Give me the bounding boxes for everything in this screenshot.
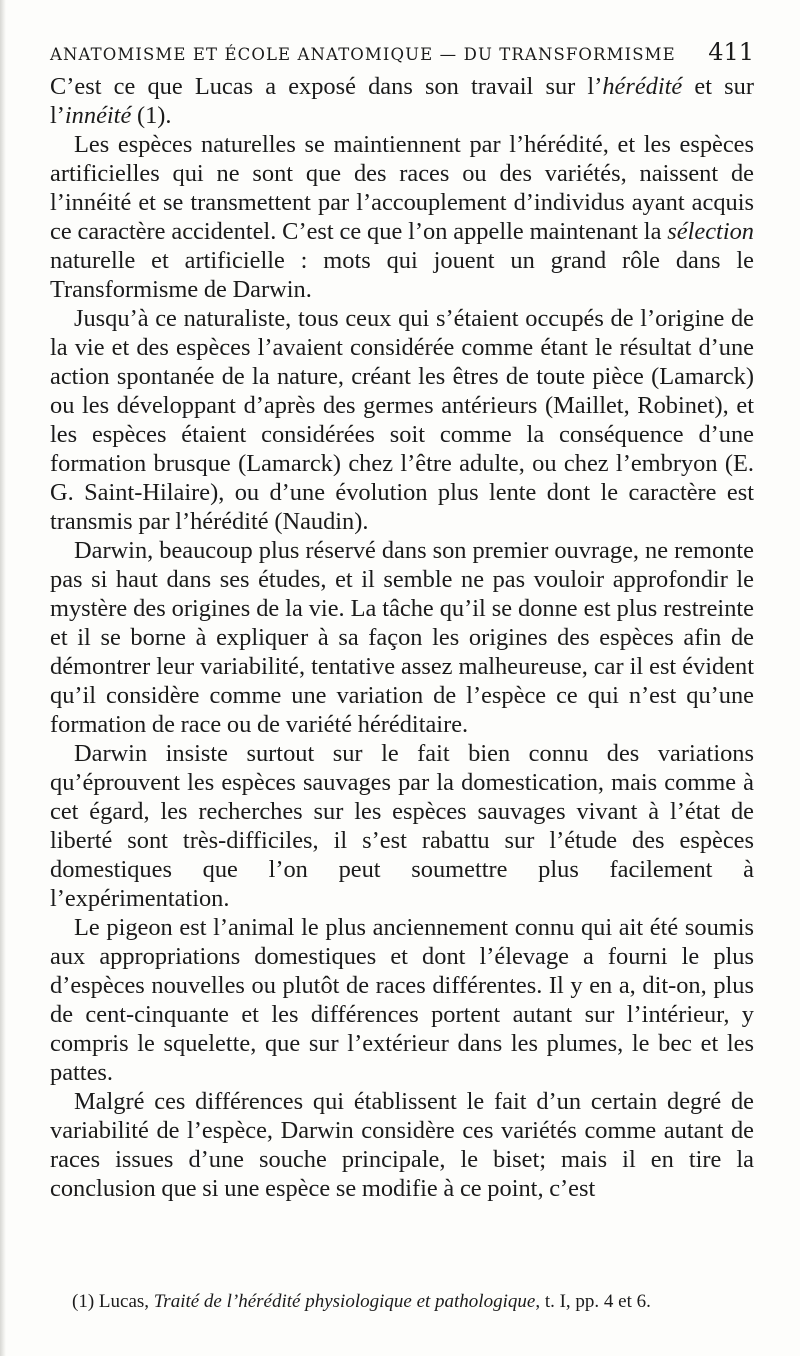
paragraph-6 [50, 913, 754, 1087]
text-span: Malgré ces différences qui établissent le fait d’un certain degré de variabilité de l’espèce, Darwin considère ces variétés comme autant de races issues d’une souche principale, le biset; mais il en tire la conclusion que si une espèce se modifie à ce point, c’est [50, 1088, 754, 1202]
text-span: Jusqu’à ce naturaliste, tous ceux qui s’étaient occupés de l’origine de la vie et des espèces l’avaient considérée comme étant le résultat d’une action spontanée de la nature, créant les êtres de toute pièce (Lamarck) ou les développant d’après des germes antérieurs (Maillet, Robinet), et les espèces étaient considérées soit comme la conséquence d’une formation brusque (Lamarck) chez l’être adulte, ou chez l’embryon (E. G. Saint-Hilaire), ou d’une évolution plus lente dont le caractère est transmis par l’hérédité (Naudin). [50, 305, 754, 535]
paragraph-4 [50, 536, 754, 739]
paragraph-7 [50, 1087, 754, 1203]
text-span: Le pigeon est l’animal le plus anciennement connu qui ait été soumis aux appropriations domestiques et dont l’élevage a fourni le plus d’espèces nouvelles ou plutôt de races différentes. Il y en a, dit-on, plus de cent-cinquante et les différences portent autant sur l’intérieur, y compris le squelette, que sur l’extérieur dans les plumes, le bec et les pattes. [50, 914, 754, 1086]
footnote-book-title: Traité de l’hérédité physiologique et pathologique [153, 1291, 536, 1312]
footnote-citation: , t. I, pp. 4 et 6. [535, 1291, 651, 1312]
italic-term-heredite: hérédité [602, 73, 683, 100]
paragraph-2 [50, 130, 754, 304]
paragraph-5 [50, 739, 754, 913]
body-text [50, 72, 754, 1203]
text-span: naturelle et artificielle : mots qui jouent un grand rôle dans le Transformisme de Darwin. [50, 247, 754, 303]
italic-term-selection: sélection [667, 218, 754, 245]
paragraph-3 [50, 304, 754, 536]
text-span: et sur l’ [50, 73, 754, 129]
footnote-marker: (1) Lucas, [72, 1291, 154, 1312]
italic-term-inneite: innéité [64, 102, 132, 129]
footnote-reference: (1). [131, 102, 172, 129]
footnote [72, 1290, 754, 1314]
text-span: Darwin, beaucoup plus réservé dans son premier ouvrage, ne remonte pas si haut dans ses études, et il semble ne pas vouloir approfondir le mystère des origines de la vie. La tâche qu’il se donne est plus restreinte et il se borne à expliquer à sa façon les origines des espèces afin de démontrer leur variabilité, tentative assez malheureuse, car il est évident qu’il considère comme une variation de l’espèce ce qui n’est qu’une formation de race ou de variété héréditaire. [50, 537, 754, 738]
paragraph-1 [50, 72, 754, 130]
page-number: 411 [708, 38, 754, 66]
text-span: Les espèces naturelles se maintiennent par l’hérédité, et les espèces artificielles qui ne sont que des races ou des variétés, naissent de l’innéité et se transmettent par l’accouplement d’individus ayant acquis ce caractère accidentel. C’est ce que l’on appelle maintenant la [50, 131, 754, 245]
text-span: C’est ce que Lucas a exposé dans son travail sur l’ [50, 73, 603, 100]
running-title: ANATOMISME ET ÉCOLE ANATOMIQUE — DU TRANSFORMISME [50, 45, 676, 64]
running-head [50, 38, 754, 70]
page-edge-shadow [0, 0, 6, 1356]
text-span: Darwin insiste surtout sur le fait bien connu des variations qu’éprouvent les espèces sauvages par la domestication, mais comme à cet égard, les recherches sur les espèces sauvages vivant à l’état de liberté sont très-difficiles, il s’est rabattu sur l’étude des espèces domestiques que l’on peut soumettre plus facilement à l’expérimentation. [50, 740, 754, 912]
